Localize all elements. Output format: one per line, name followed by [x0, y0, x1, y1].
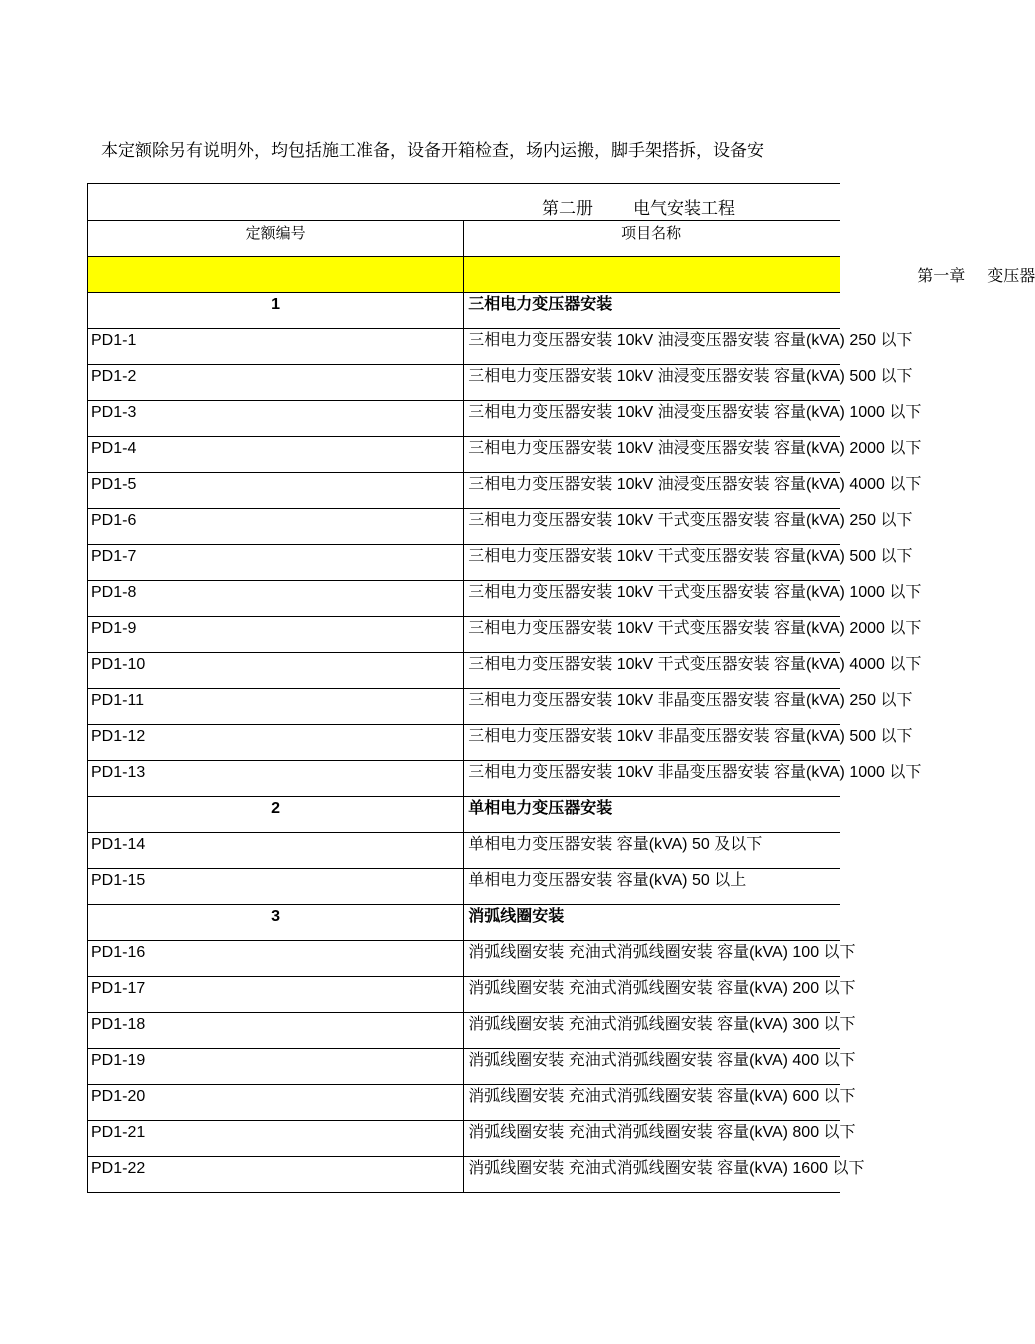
row-code: PD1-18	[88, 1013, 464, 1049]
row-code: PD1-2	[88, 365, 464, 401]
book-label: 第二册	[542, 199, 593, 219]
row-name: 消弧线圈安装 充油式消弧线圈安装 容量(kVA) 100 以下	[464, 941, 840, 977]
row-code: PD1-19	[88, 1049, 464, 1085]
chapter-code-cell	[88, 257, 464, 293]
row-name: 三相电力变压器安装 10kV 非晶变压器安装 容量(kVA) 1000 以下	[464, 761, 840, 797]
table-row	[88, 1157, 841, 1193]
row-code: PD1-11	[88, 689, 464, 725]
column-header-row	[88, 221, 841, 257]
row-name: 消弧线圈安装 充油式消弧线圈安装 容量(kVA) 400 以下	[464, 1049, 840, 1085]
table-row	[88, 437, 841, 473]
row-code: PD1-6	[88, 509, 464, 545]
table-row	[88, 725, 841, 761]
row-code: 3	[88, 905, 464, 941]
row-code: PD1-17	[88, 977, 464, 1013]
row-code: PD1-22	[88, 1157, 464, 1193]
table-row	[88, 833, 841, 869]
header-name: 项目名称	[464, 221, 840, 257]
row-code: PD1-13	[88, 761, 464, 797]
chapter-title-cell	[464, 257, 1035, 293]
row-code: PD1-4	[88, 437, 464, 473]
table-row	[88, 473, 841, 509]
row-name: 消弧线圈安装 充油式消弧线圈安装 容量(kVA) 600 以下	[464, 1085, 840, 1121]
row-code: 1	[88, 293, 464, 329]
row-name: 三相电力变压器安装 10kV 油浸变压器安装 容量(kVA) 500 以下	[464, 365, 840, 401]
chapter-title: 变压器	[987, 266, 1035, 285]
quota-table-body	[88, 184, 1035, 1193]
row-name: 三相电力变压器安装	[464, 293, 840, 329]
row-code: PD1-8	[88, 581, 464, 617]
row-name: 三相电力变压器安装 10kV 干式变压器安装 容量(kVA) 250 以下	[464, 509, 840, 545]
row-code: 2	[88, 797, 464, 833]
row-name: 三相电力变压器安装 10kV 非晶变压器安装 容量(kVA) 250 以下	[464, 689, 840, 725]
book-heading	[88, 198, 840, 220]
table-row	[88, 329, 841, 365]
table-row	[88, 1085, 841, 1121]
row-code: PD1-16	[88, 941, 464, 977]
row-name: 单相电力变压器安装 容量(kVA) 50 以上	[464, 869, 840, 905]
table-row	[88, 1049, 841, 1085]
row-code: PD1-21	[88, 1121, 464, 1157]
row-name: 消弧线圈安装	[464, 905, 840, 941]
chapter-row	[88, 257, 841, 293]
table-row	[88, 1013, 841, 1049]
row-name: 三相电力变压器安装 10kV 干式变压器安装 容量(kVA) 4000 以下	[464, 653, 840, 689]
table-row	[88, 941, 841, 977]
row-code: PD1-1	[88, 329, 464, 365]
row-name: 消弧线圈安装 充油式消弧线圈安装 容量(kVA) 800 以下	[464, 1121, 840, 1157]
table-row	[88, 581, 841, 617]
table-row	[88, 401, 841, 437]
table-row	[88, 1121, 841, 1157]
row-code: PD1-9	[88, 617, 464, 653]
chapter-heading	[464, 263, 1035, 286]
row-name: 消弧线圈安装 充油式消弧线圈安装 容量(kVA) 1600 以下	[464, 1157, 840, 1193]
book-title-cell	[88, 184, 841, 221]
section-row	[88, 905, 841, 941]
row-name: 单相电力变压器安装 容量(kVA) 50 及以下	[464, 833, 840, 869]
row-code: PD1-5	[88, 473, 464, 509]
row-name: 单相电力变压器安装	[464, 797, 840, 833]
table-row	[88, 365, 841, 401]
table-row	[88, 653, 841, 689]
section-row	[88, 797, 841, 833]
row-name: 三相电力变压器安装 10kV 干式变压器安装 容量(kVA) 2000 以下	[464, 617, 840, 653]
table-row	[88, 761, 841, 797]
row-name: 三相电力变压器安装 10kV 油浸变压器安装 容量(kVA) 250 以下	[464, 329, 840, 365]
row-name: 三相电力变压器安装 10kV 干式变压器安装 容量(kVA) 1000 以下	[464, 581, 840, 617]
book-title: 电气安装工程	[633, 199, 735, 219]
table-row	[88, 977, 841, 1013]
row-code: PD1-20	[88, 1085, 464, 1121]
row-code: PD1-7	[88, 545, 464, 581]
row-name: 三相电力变压器安装 10kV 油浸变压器安装 容量(kVA) 4000 以下	[464, 473, 840, 509]
quota-table	[87, 183, 1035, 1193]
row-code: PD1-15	[88, 869, 464, 905]
intro-note: 本定额除另有说明外，均包括施工准备，设备开箱检查，场内运搬，脚手架搭拆，设备安	[101, 141, 764, 161]
chapter-label: 第一章	[917, 266, 966, 285]
row-code: PD1-10	[88, 653, 464, 689]
row-name: 三相电力变压器安装 10kV 油浸变压器安装 容量(kVA) 2000 以下	[464, 437, 840, 473]
row-name: 三相电力变压器安装 10kV 油浸变压器安装 容量(kVA) 1000 以下	[464, 401, 840, 437]
section-row	[88, 293, 841, 329]
row-name: 消弧线圈安装 充油式消弧线圈安装 容量(kVA) 200 以下	[464, 977, 840, 1013]
row-code: PD1-12	[88, 725, 464, 761]
row-code: PD1-3	[88, 401, 464, 437]
table-row	[88, 869, 841, 905]
row-name: 三相电力变压器安装 10kV 干式变压器安装 容量(kVA) 500 以下	[464, 545, 840, 581]
table-row	[88, 617, 841, 653]
row-name: 消弧线圈安装 充油式消弧线圈安装 容量(kVA) 300 以下	[464, 1013, 840, 1049]
row-code: PD1-14	[88, 833, 464, 869]
row-name: 三相电力变压器安装 10kV 非晶变压器安装 容量(kVA) 500 以下	[464, 725, 840, 761]
table-row	[88, 689, 841, 725]
table-row	[88, 509, 841, 545]
book-title-row	[88, 184, 841, 221]
table-row	[88, 545, 841, 581]
header-code: 定额编号	[88, 221, 464, 257]
